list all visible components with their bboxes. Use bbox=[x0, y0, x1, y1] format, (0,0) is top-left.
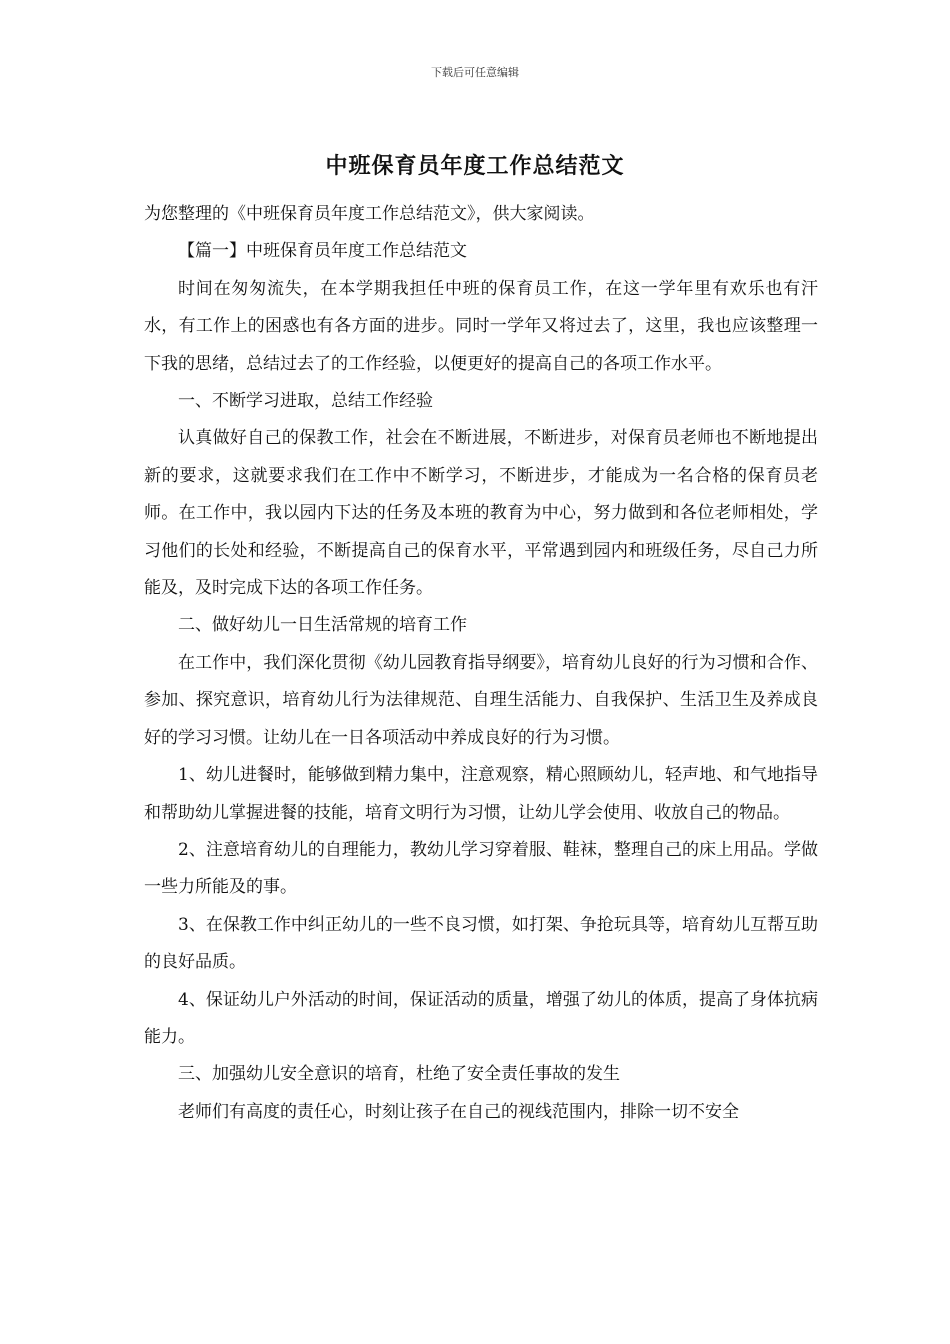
document-body bbox=[144, 196, 818, 1131]
list-item-paragraph: 4、保证幼儿户外活动的时间，保证活动的质量，增强了幼儿的体质，提高了身体抗病能力。 bbox=[144, 989, 818, 1047]
list-item-paragraph: 2、注意培育幼儿的自理能力，教幼儿学习穿着服、鞋袜，整理自己的床上用品。学做一些力所能及的事。 bbox=[144, 839, 818, 898]
section-heading: 二、做好幼儿一日生活常规的培育工作 bbox=[178, 615, 467, 636]
section-heading: 一、不断学习进取，总结工作经验 bbox=[178, 391, 433, 412]
page-header-note: 下载后可任意编辑 bbox=[431, 66, 519, 79]
body-paragraph: 时间在匆匆流失，在本学期我担任中班的保育员工作，在这一学年里有欢乐也有汗水，有工作上的困惑也有各方面的进步。同时一学年又将过去了，这里，我也应该整理一下我的思绪，总结过去了的工作经验，以便更好的提高自己的各项工作水平。 bbox=[144, 278, 818, 374]
list-item-paragraph: 3、在保教工作中纠正幼儿的一些不良习惯，如打架、争抢玩具等，培育幼儿互帮互助的良好品质。 bbox=[144, 914, 818, 973]
body-paragraph: 老师们有高度的责任心，时刻让孩子在自己的视线范围内，排除一切不安全 bbox=[178, 1101, 739, 1122]
body-paragraph: 认真做好自己的保教工作，社会在不断进展，不断进步，对保育员老师也不断地提出新的要求，这就要求我们在工作中不断学习，不断进步，才能成为一名合格的保育员老师。在工作中，我以园内下达的任务及本班的教育为中心，努力做到和各位老师相处，学习他们的长处和经验，不断提高自己的保育水平，平常遇到园内和班级任务，尽自己力所能及，及时完成下达的各项工作任务。 bbox=[144, 428, 818, 599]
document-title: 中班保育员年度工作总结范文 bbox=[325, 153, 625, 179]
section-heading: 三、加强幼儿安全意识的培育，杜绝了安全责任事故的发生 bbox=[178, 1064, 620, 1085]
section-heading-part-one: 【篇一】中班保育员年度工作总结范文 bbox=[178, 241, 467, 262]
list-item-paragraph: 1、幼儿进餐时，能够做到精力集中，注意观察，精心照顾幼儿，轻声地、和气地指导和帮助幼儿掌握进餐的技能，培育文明行为习惯，让幼儿学会使用、收放自己的物品。 bbox=[144, 765, 818, 823]
body-paragraph: 在工作中，我们深化贯彻《幼儿园教育指导纲要》，培育幼儿良好的行为习惯和合作、参加、探究意识，培育幼儿行为法律规范、自理生活能力、自我保护、生活卫生及养成良好的学习习惯。让幼儿在一日各项活动中养成良好的行为习惯。 bbox=[144, 652, 818, 748]
intro-paragraph: 为您整理的《中班保育员年度工作总结范文》，供大家阅读。 bbox=[144, 204, 595, 224]
